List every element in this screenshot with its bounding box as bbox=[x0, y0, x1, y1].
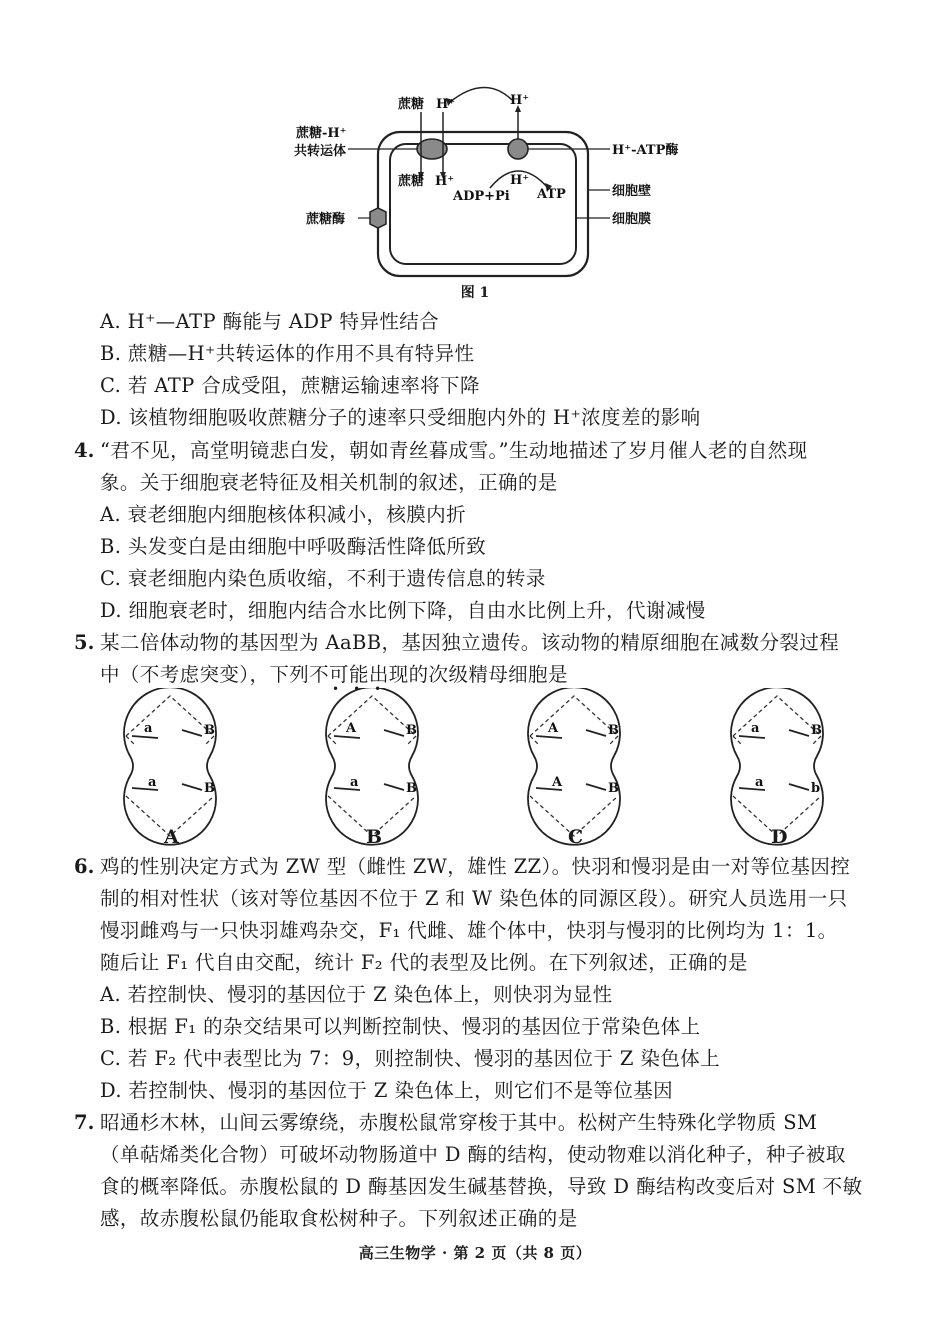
cell-c-allele-bottom-right: B bbox=[608, 781, 619, 796]
atpase-shape bbox=[508, 139, 528, 159]
cell-b-allele-bottom-left: a bbox=[350, 775, 359, 790]
q6-option-b: B. 根据 F₁ 的杂交结果可以判断控制快、慢羽的基因位于常染色体上 bbox=[100, 1015, 701, 1038]
q6-stem-2: 制的相对性状（该对等位基因不位于 Z 和 W 染色体的同源区段）。研究人员选用一只 bbox=[100, 887, 848, 910]
label-h-top: H⁺ bbox=[436, 97, 456, 112]
q4-stem-1: “君不见，高堂明镜悲白发，朝如青丝暮成雪。”生动地描述了岁月催人老的自然现 bbox=[100, 439, 808, 462]
cell-a-allele-top-left: a bbox=[144, 721, 153, 736]
q5-number: 5. bbox=[74, 631, 95, 654]
cell-c-chromosome-bottom-right bbox=[586, 784, 606, 790]
cell-b-allele-bottom-right: B bbox=[406, 781, 417, 796]
label-sucrose-in: 蔗糖 bbox=[398, 174, 425, 189]
cell-d-outline bbox=[731, 688, 823, 845]
cell-c-spindle-top bbox=[530, 696, 618, 736]
q4-option-d: D. 细胞衰老时，细胞内结合水比例下降，自由水比例上升，代谢减慢 bbox=[100, 599, 706, 622]
cell-membrane-shape bbox=[390, 144, 576, 264]
cell-letter-c: C bbox=[568, 826, 584, 848]
cell-c-allele-top-right: B bbox=[608, 723, 619, 738]
label-cell-membrane: 细胞膜 bbox=[612, 212, 652, 227]
q4-option-c: C. 衰老细胞内染色质收缩，不利于遗传信息的转录 bbox=[100, 567, 546, 590]
page-footer: 高三生物学 · 第 2 页（共 8 页） bbox=[358, 1244, 592, 1262]
q3-option-a: A. H⁺—ATP 酶能与 ADP 特异性结合 bbox=[100, 310, 440, 333]
q6-stem-4: 随后让 F₁ 代自由交配，统计 F₂ 代的表型及比例。在下列叙述，正确的是 bbox=[100, 951, 748, 974]
q3-option-d: D. 该植物细胞吸收蔗糖分子的速率只受细胞内外的 H⁺浓度差的影响 bbox=[100, 406, 701, 429]
cell-b-chromosome-bottom-right bbox=[384, 784, 404, 790]
cell-c-allele-top-left: A bbox=[548, 721, 559, 736]
label-atpase: H⁺-ATP酶 bbox=[612, 143, 679, 158]
cell-c-allele-bottom-left: A bbox=[552, 775, 563, 790]
cell-d-chromosome-top-right bbox=[789, 730, 809, 736]
label-h-in: H⁺ bbox=[435, 174, 455, 189]
cell-a-allele-top-right: B bbox=[204, 723, 215, 738]
cell-wall-shape bbox=[378, 132, 588, 276]
cell-d-spindle-top bbox=[733, 696, 821, 736]
cell-a-allele-bottom-left: a bbox=[148, 775, 157, 790]
cell-d-chromosome-top-left bbox=[739, 736, 765, 738]
q4-stem-2: 象。关于细胞衰老特征及相关机制的叙述，正确的是 bbox=[100, 471, 558, 494]
cell-letter-d: D bbox=[771, 826, 788, 848]
figure-1-caption: 图 1 bbox=[460, 285, 490, 301]
cell-b-chromosome-top-right bbox=[384, 730, 404, 736]
q6-option-c: C. 若 F₂ 代中表型比为 7：9，则控制快、慢羽的基因位于 Z 染色体上 bbox=[100, 1047, 721, 1070]
q7-stem-2: （单萜烯类化合物）可破坏动物肠道中 D 酶的结构，使动物难以消化种子，种子被取 bbox=[100, 1143, 846, 1166]
q7-number: 7. bbox=[74, 1111, 95, 1134]
figure-1-diagram bbox=[290, 80, 710, 290]
q6-stem-1: 鸡的性别决定方式为 ZW 型（雌性 ZW，雄性 ZZ）。快羽和慢羽是由一对等位基因控 bbox=[100, 855, 851, 878]
cell-d-allele-bottom-right: b bbox=[811, 781, 821, 796]
q3-option-c: C. 若 ATP 合成受阻，蔗糖运输速率将下降 bbox=[100, 374, 480, 397]
cell-a-chromosome-bottom-right bbox=[182, 784, 202, 790]
sucrase-shape bbox=[370, 208, 386, 228]
q7-stem-3: 食的概率降低。赤腹松鼠的 D 酶基因发生碱基替换，导致 D 酶结构改变后对 SM 不敏 bbox=[100, 1175, 863, 1198]
q5-cell-diagrams bbox=[100, 688, 880, 853]
cell-d-allele-bottom-left: a bbox=[755, 775, 764, 790]
q4-number: 4. bbox=[74, 439, 95, 462]
cell-d-chromosome-bottom-right bbox=[789, 784, 809, 790]
q4-option-b: B. 头发变白是由细胞中呼吸酶活性降低所致 bbox=[100, 535, 487, 558]
cell-c-chromosome-top-left bbox=[536, 736, 562, 738]
q3-option-b: B. 蔗糖—H⁺共转运体的作用不具有特异性 bbox=[100, 342, 475, 365]
q6-option-a: A. 若控制快、慢羽的基因位于 Z 染色体上，则快羽为显性 bbox=[100, 983, 613, 1006]
label-adp: ADP+Pi bbox=[453, 189, 510, 204]
cell-c-outline bbox=[528, 688, 620, 845]
cell-c-chromosome-top-right bbox=[586, 730, 606, 736]
cell-letter-a: A bbox=[164, 826, 179, 848]
cell-a-spindle-top bbox=[126, 696, 214, 736]
q6-stem-3: 慢羽雌鸡与一只快羽雄鸡杂交，F₁ 代雌、雄个体中，快羽与慢羽的比例均为 1：1。 bbox=[100, 919, 838, 942]
cell-a-outline bbox=[124, 688, 216, 845]
q5-stem-2: 中（不考虑突变），下列不可能出现的次级精母细胞是 bbox=[100, 663, 568, 686]
cell-b-allele-top-left: A bbox=[346, 721, 357, 736]
cell-a-allele-bottom-right: B bbox=[204, 781, 215, 796]
cell-b-outline bbox=[326, 688, 418, 845]
label-sucrose-top: 蔗糖 bbox=[398, 97, 425, 112]
label-sucrase: 蔗糖酶 bbox=[306, 212, 346, 227]
q6-option-d: D. 若控制快、慢羽的基因位于 Z 染色体上，则它们不是等位基因 bbox=[100, 1079, 674, 1102]
q4-option-a: A. 衰老细胞内细胞核体积减小，核膜内折 bbox=[100, 503, 466, 526]
label-h-in-2: H⁺ bbox=[510, 173, 530, 188]
cell-letter-b: B bbox=[366, 826, 383, 848]
cell-b-allele-top-right: B bbox=[406, 723, 417, 738]
cell-d-allele-top-left: a bbox=[751, 721, 760, 736]
cell-b-chromosome-top-left bbox=[334, 736, 360, 738]
label-cell-wall: 细胞壁 bbox=[612, 184, 652, 199]
cell-a-chromosome-top-right bbox=[182, 730, 202, 736]
cell-a-chromosome-top-left bbox=[132, 736, 158, 738]
cell-d-allele-top-right: B bbox=[811, 723, 822, 738]
q7-stem-1: 昭通杉木林，山间云雾缭绕，赤腹松鼠常穿梭于其中。松树产生特殊化学物质 SM bbox=[100, 1111, 818, 1134]
label-cotransporter-2: 共转运体 bbox=[294, 144, 347, 159]
q6-number: 6. bbox=[74, 855, 95, 878]
label-h-out: H⁺ bbox=[510, 93, 530, 108]
q7-stem-4: 感，故赤腹松鼠仍能取食松树种子。下列叙述正确的是 bbox=[100, 1207, 578, 1230]
label-cotransporter-1: 蔗糖-H⁺ bbox=[296, 126, 347, 141]
cell-b-spindle-top bbox=[328, 696, 416, 736]
label-atp: ATP bbox=[537, 187, 566, 202]
emphasis-dots: ••• bbox=[332, 682, 396, 696]
q5-stem-1: 某二倍体动物的基因型为 AaBB，基因独立遗传。该动物的精原细胞在减数分裂过程 bbox=[100, 631, 840, 654]
